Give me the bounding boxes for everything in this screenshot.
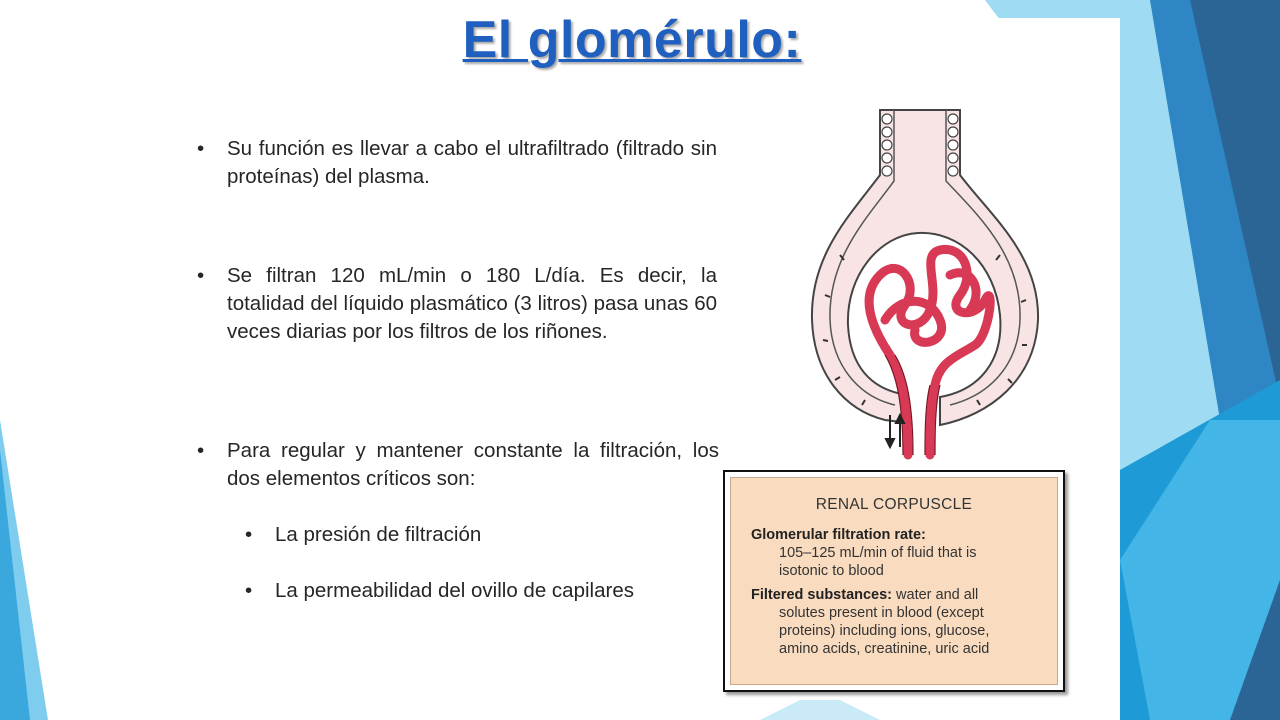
filtered-line: water and all xyxy=(892,587,979,603)
bullet-text: Se filtran 120 mL/min o 180 L/día. Es decir, la totalidad del líquido plasmático (3 litros) pasa unas 60 veces diarias por los filtros de los riñones. xyxy=(227,264,717,343)
filtered-heading xyxy=(751,586,1051,604)
renal-corpuscle-box xyxy=(723,470,1065,692)
sub-bullet-text: La permeabilidad del ovillo de capilares xyxy=(275,579,634,602)
filtered-line: amino acids, creatinine, uric acid xyxy=(779,641,990,657)
bullet-text: Su función es llevar a cabo el ultrafiltrado (filtrado sin proteínas) del plasma. xyxy=(227,137,717,188)
bullet-item xyxy=(197,135,717,191)
bullet-symbol: • xyxy=(245,579,253,602)
bowman-capsule-outer xyxy=(812,110,1038,425)
bullet-item xyxy=(197,262,717,346)
gfr-label: Glomerular filtration rate: xyxy=(751,527,926,543)
page-title: El glomérulo: xyxy=(462,11,802,69)
sub-bullet-item xyxy=(245,521,735,549)
gfr-line: isotonic to blood xyxy=(779,563,884,579)
glomerulus-diagram xyxy=(790,105,1060,465)
filtered-line: proteins) including ions, glucose, xyxy=(779,623,990,639)
sub-bullet-text: La presión de filtración xyxy=(275,523,482,546)
bullet-symbol: • xyxy=(245,523,253,546)
filtered-label: Filtered substances: xyxy=(751,587,893,603)
capillary-tuft xyxy=(869,249,990,455)
box-content xyxy=(751,526,1051,658)
filtered-line: solutes present in blood (except xyxy=(779,605,984,621)
bullet-symbol: • xyxy=(197,264,205,287)
bullet-item xyxy=(197,437,719,493)
renal-corpuscle-panel xyxy=(730,477,1058,685)
gfr-line: 105–125 mL/min of fluid that is xyxy=(779,545,977,561)
box-title: RENAL CORPUSCLE xyxy=(815,496,973,513)
bullet-symbol: • xyxy=(197,439,205,462)
bullet-text: Para regular y mantener constante la filtración, los dos elementos críticos son: xyxy=(227,439,719,490)
sub-bullet-item xyxy=(245,577,735,605)
bullet-symbol: • xyxy=(197,137,205,160)
